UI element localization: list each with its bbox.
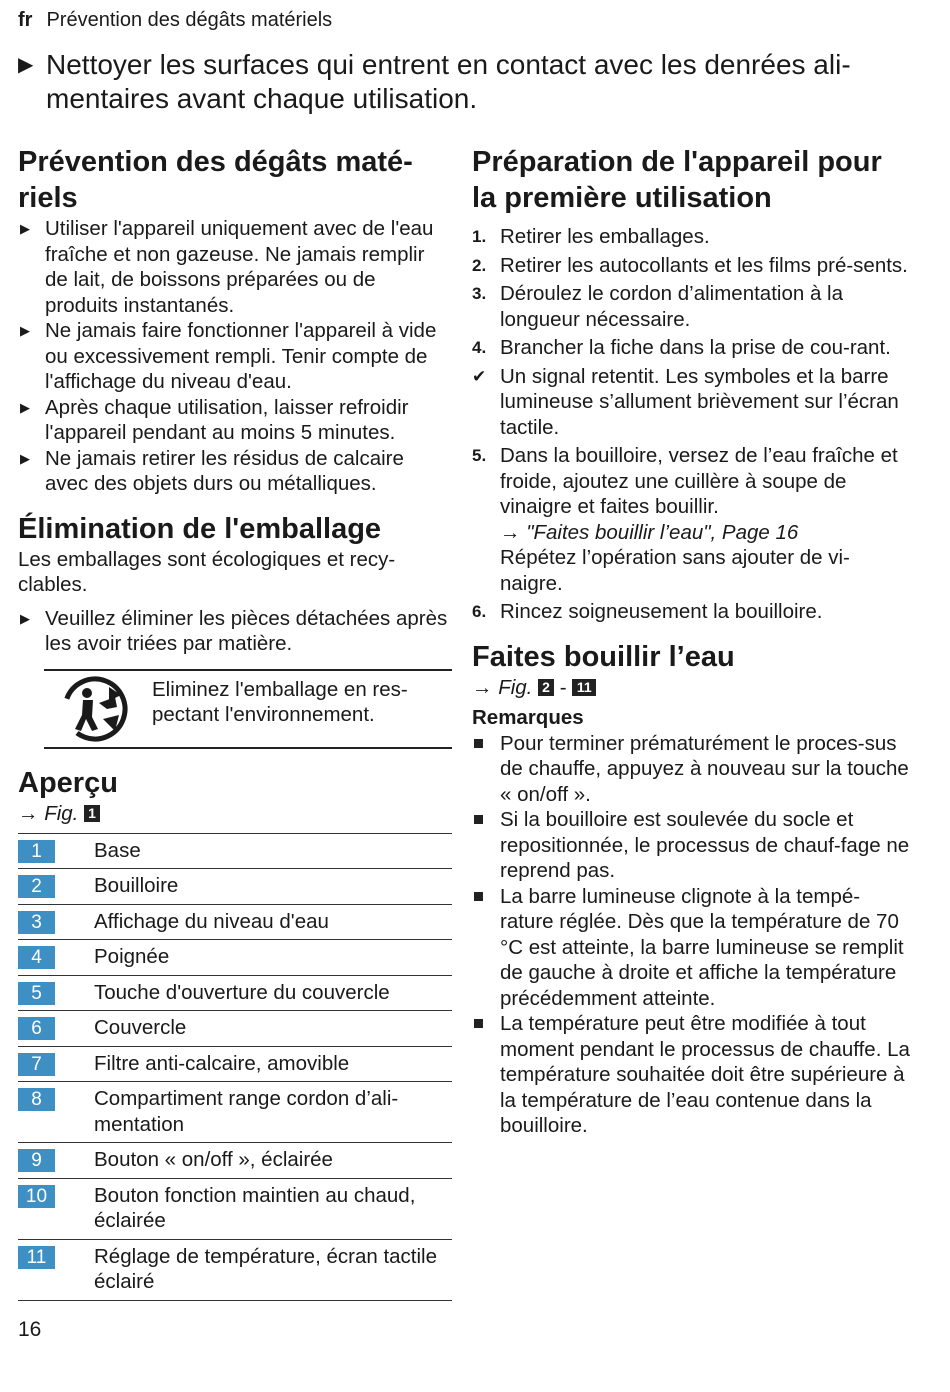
list-item: Pour terminer prématurément le proces-sus de chauffe, appuyez à nouveau sur la touche « on/off ». <box>472 731 912 808</box>
table-row <box>18 1239 452 1300</box>
part-label: Réglage de température, écran tactile éclairé <box>94 1244 438 1293</box>
part-number-badge: 9 <box>18 1149 55 1172</box>
environment-note-text: Eliminez l'emballage en res-pectant l'environnement. <box>152 677 408 726</box>
part-label: Compartiment range cordon d’ali-mentation <box>94 1087 399 1136</box>
environment-note-box <box>44 669 452 749</box>
header-title: Prévention des dégâts matériels <box>46 9 333 31</box>
list-item: La barre lumineuse clignote à la tempé-rature réglée. Dès que la température de 70 °C est atteinte, la barre lumineuse se remplit de gauche à droite et affiche la température précédemment atteinte. <box>472 884 912 1012</box>
part-label: Affichage du niveau d'eau <box>94 909 329 933</box>
prevention-list <box>18 216 452 497</box>
list-item: ▶ Ne jamais retirer les résidus de calcaire avec des objets durs ou métalliques. <box>20 446 404 495</box>
cross-reference-link[interactable]: → "Faites bouillir l’eau", Page 16 <box>500 520 799 544</box>
list-item: 2. Retirer les autocollants et les films pré-sents. <box>472 253 908 277</box>
part-number-badge: 7 <box>18 1053 55 1076</box>
figure-number-badge: 1 <box>84 805 100 822</box>
elimination-text: Les emballages sont écologiques et recy-clables. <box>18 547 396 596</box>
part-number-badge: 2 <box>18 875 55 898</box>
part-number-badge: 5 <box>18 982 55 1005</box>
table-row <box>18 1011 452 1047</box>
preparation-steps <box>472 224 912 625</box>
intro-text: Nettoyer les surfaces qui entrent en contact avec les denrées ali-mentaires avant chaque utilisation. <box>46 49 851 114</box>
square-bullet-icon <box>474 815 483 824</box>
table-row <box>18 1143 452 1179</box>
list-item: ▶ Ne jamais faire fonctionner l'appareil à vide ou excessivement rempli. Tenir compte de l'affichage du niveau d'eau. <box>20 319 437 393</box>
square-bullet-icon <box>474 892 483 901</box>
prevention-title: Prévention des dégâts maté-riels <box>18 146 413 214</box>
part-label: Bouilloire <box>94 874 179 897</box>
part-number-badge: 3 <box>18 911 55 934</box>
figure-number-badge: 11 <box>572 679 596 696</box>
part-number-badge: 4 <box>18 946 55 969</box>
list-item: 5. Dans la bouilloire, versez de l’eau fraîche et froide, ajoutez une cuillère à soupe de vinaigre et faites bouillir. → "Faites bouillir l’eau", Page 16 Répétez l’opération sans ajouter de vi-naigre. <box>472 444 898 595</box>
table-row <box>18 1178 452 1239</box>
table-row <box>18 904 452 940</box>
elimination-list <box>18 606 452 657</box>
figure-reference: → Fig. 2 - 11 <box>472 675 912 701</box>
left-column <box>18 144 452 1301</box>
language-code: fr <box>18 9 33 31</box>
list-item: 3. Déroulez le cordon d’alimentation à la longueur nécessaire. <box>472 282 844 331</box>
square-bullet-icon <box>474 739 483 748</box>
list-item: ▶ Utiliser l'appareil uniquement avec de l'eau fraîche et non gazeuse. Ne jamais remplir de lait, de boissons préparées ou de produits instantanés. <box>20 217 434 317</box>
check-icon: ✔ <box>472 366 487 386</box>
page-number: 16 <box>18 1318 42 1341</box>
table-row <box>18 1046 452 1082</box>
list-item: 1. Retirer les emballages. <box>472 225 710 248</box>
list-item: ▶ Veuillez éliminer les pièces détachées après les avoir triées par matière. <box>20 606 448 655</box>
triangle-bullet-icon: ▶ <box>20 221 30 236</box>
figure-reference: → Fig. 1 <box>18 801 452 827</box>
recycle-icon <box>44 671 150 747</box>
part-number-badge: 11 <box>18 1246 55 1269</box>
elimination-title: Élimination de l'emballage <box>18 512 382 545</box>
remarks-list <box>472 731 912 1139</box>
triangle-bullet-icon: ▶ <box>20 399 30 415</box>
triangle-bullet-icon: ▶ <box>20 323 30 338</box>
list-item: 4. Brancher la fiche dans la prise de cou-rant. <box>472 336 891 359</box>
part-number-badge: 1 <box>18 840 55 863</box>
table-row <box>18 833 452 869</box>
part-label: Touche d'ouverture du couvercle <box>94 980 390 1004</box>
intro-instruction <box>18 48 918 116</box>
part-label: Poignée <box>94 945 170 968</box>
preparation-title: Préparation de l'appareil pour la première utilisation <box>472 146 882 214</box>
part-number-badge: 10 <box>18 1185 55 1208</box>
part-label: Couvercle <box>94 1016 187 1039</box>
part-label: Bouton « on/off », éclairée <box>94 1148 333 1171</box>
list-item: Si la bouilloire est soulevée du socle et repositionnée, le processus de chauf-fage ne reprend pas. <box>472 807 912 884</box>
triangle-bullet-icon: ▶ <box>20 610 30 626</box>
parts-table <box>18 833 452 1301</box>
overview-title: Aperçu <box>18 766 118 799</box>
part-number-badge: 6 <box>18 1017 55 1040</box>
list-item: 6. Rincez soigneusement la bouilloire. <box>472 600 823 623</box>
table-row <box>18 1082 452 1143</box>
list-item: ▶ Après chaque utilisation, laisser refroidir l'appareil pendant au moins 5 minutes. <box>20 395 409 444</box>
table-row <box>18 975 452 1011</box>
part-label: Base <box>94 838 141 862</box>
list-item: La température peut être modifiée à tout moment pendant le processus de chauffe. La température souhaitée doit être supérieure à la température de l’eau contenue dans la bouilloire. <box>472 1011 912 1139</box>
right-column <box>472 144 912 1139</box>
triangle-bullet-icon: ▶ <box>20 450 30 466</box>
page-header <box>18 9 332 32</box>
list-item: ✔ Un signal retentit. Les symboles et la barre lumineuse s’allument brièvement sur l’écran tactile. <box>472 364 899 439</box>
part-number-badge: 8 <box>18 1088 55 1111</box>
part-label: Bouton fonction maintien au chaud, éclairée <box>94 1183 416 1232</box>
triangle-bullet-icon: ▶ <box>18 54 34 76</box>
square-bullet-icon <box>474 1019 483 1028</box>
figure-number-badge: 2 <box>538 679 554 696</box>
part-label: Filtre anti-calcaire, amovible <box>94 1051 350 1075</box>
table-row <box>18 940 452 976</box>
table-row <box>18 869 452 905</box>
boil-title: Faites bouillir l’eau <box>472 640 735 673</box>
remarks-heading: Remarques <box>472 705 584 729</box>
